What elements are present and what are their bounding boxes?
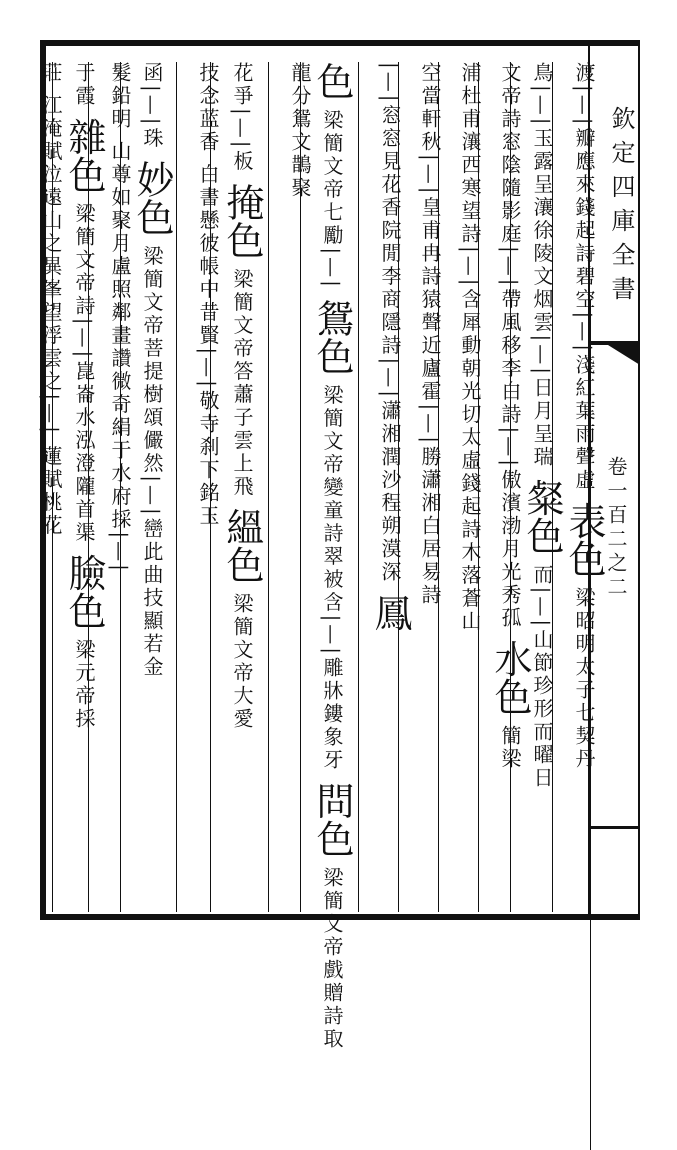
col12-after: 山尊如聚月盧照鄰畫讚微奇絹于水府採|—| <box>108 140 132 574</box>
col2-text: 鳥|—|玉露呈瀼徐陵文烟雲|—|日月呈瑞 <box>530 62 554 469</box>
col13-after-2: 梁元帝採 <box>72 638 96 731</box>
col11-after: 梁簡文帝菩提樹頌儼然|—|巒此曲技顯若金 <box>140 245 164 679</box>
col14-after-2: 蓮賦桃花 <box>39 445 63 538</box>
col2-after: 而|—|山節珍形而曜日 <box>530 563 554 791</box>
col11-heading: 妙色 <box>130 159 174 236</box>
col7-after-2: 梁簡文帝變童詩翠被含|—|雕牀鏤象牙 <box>320 384 344 773</box>
col11-text: 函|—|珠 <box>140 62 164 151</box>
page-fold <box>0 0 34 966</box>
col7-heading-2: 鴛色 <box>310 299 354 376</box>
col14-text: 莊 <box>39 62 63 85</box>
col5-text: 空當軒秋|—|皇甫冉詩猿聲近廬霍|—|勝瀟湘白居易詩 <box>418 62 442 607</box>
col6-heading: 鳳 <box>368 593 412 632</box>
col4-text: 浦杜甫瀼西寒望詩|—|含犀動朝光切太虛錢起詩木落蒼山 <box>458 62 482 634</box>
col13-text: 于霞 <box>72 62 96 108</box>
col1-text: 渡|—|瓣應來錢起詩碧空|—|淺紅葉雨聲虛 <box>572 62 596 492</box>
book-title: 欽定四庫全書 <box>607 106 635 310</box>
text-column-8 <box>268 62 331 912</box>
hidden-column-3 <box>590 300 593 1150</box>
col3-heading: 水色 <box>488 639 532 716</box>
text-column-14 <box>36 62 66 912</box>
text-column-10 <box>176 62 239 912</box>
col10-text: 技念蓝香 <box>196 62 220 154</box>
col14-after: 江淹賦泣遠山之異峯望浮雲之|—| <box>39 94 63 436</box>
col1-after: 梁昭明太子七契丹 <box>572 586 596 771</box>
col7-after: 梁簡文帝七勵|—| <box>320 109 344 290</box>
col9-heading: 掩色 <box>220 182 264 259</box>
col2-heading: 粲色 <box>520 478 564 555</box>
text-column-6 <box>358 62 421 912</box>
col1-heading: 表色 <box>562 501 606 578</box>
col7-heading-3: 問色 <box>310 781 354 858</box>
col9-after-2: 梁簡文帝大愛 <box>230 592 254 731</box>
col12-text: 髮鉛明 <box>108 62 132 131</box>
col3-after: 簡梁 <box>498 724 522 771</box>
col13-heading-2: 臉色 <box>62 553 106 630</box>
col6-text: |—|窓窓見花香院閒李商隱詩|—|瀟湘潤沙程朔漠深 <box>378 62 402 584</box>
col3-text: 文帝詩窓陰隨影庭|—|帶風移李白詩|—|傲濱渤月光秀孤 <box>498 62 522 630</box>
col13-heading: 雜色 <box>62 117 106 194</box>
col13-after: 梁簡文帝詩|—|崑崙水泓澄隴首渠 <box>72 202 96 545</box>
col7-heading: 色 <box>310 62 354 100</box>
col8-text: 龍分鴛文鵲聚 <box>288 62 312 200</box>
juan-label: 卷一百二之二 <box>604 456 628 600</box>
col9-text: 花爭|—|板 <box>230 62 254 174</box>
col9-heading-2: 縕色 <box>220 507 264 584</box>
col10-after: 白書懸彼帳中昔賢|—|敬寺刹下銘玉 <box>196 163 220 528</box>
col7-after-3: 梁簡文帝戲贈詩取 <box>320 866 344 1051</box>
col9-after: 梁簡文帝答蕭子雲上飛 <box>230 268 254 499</box>
